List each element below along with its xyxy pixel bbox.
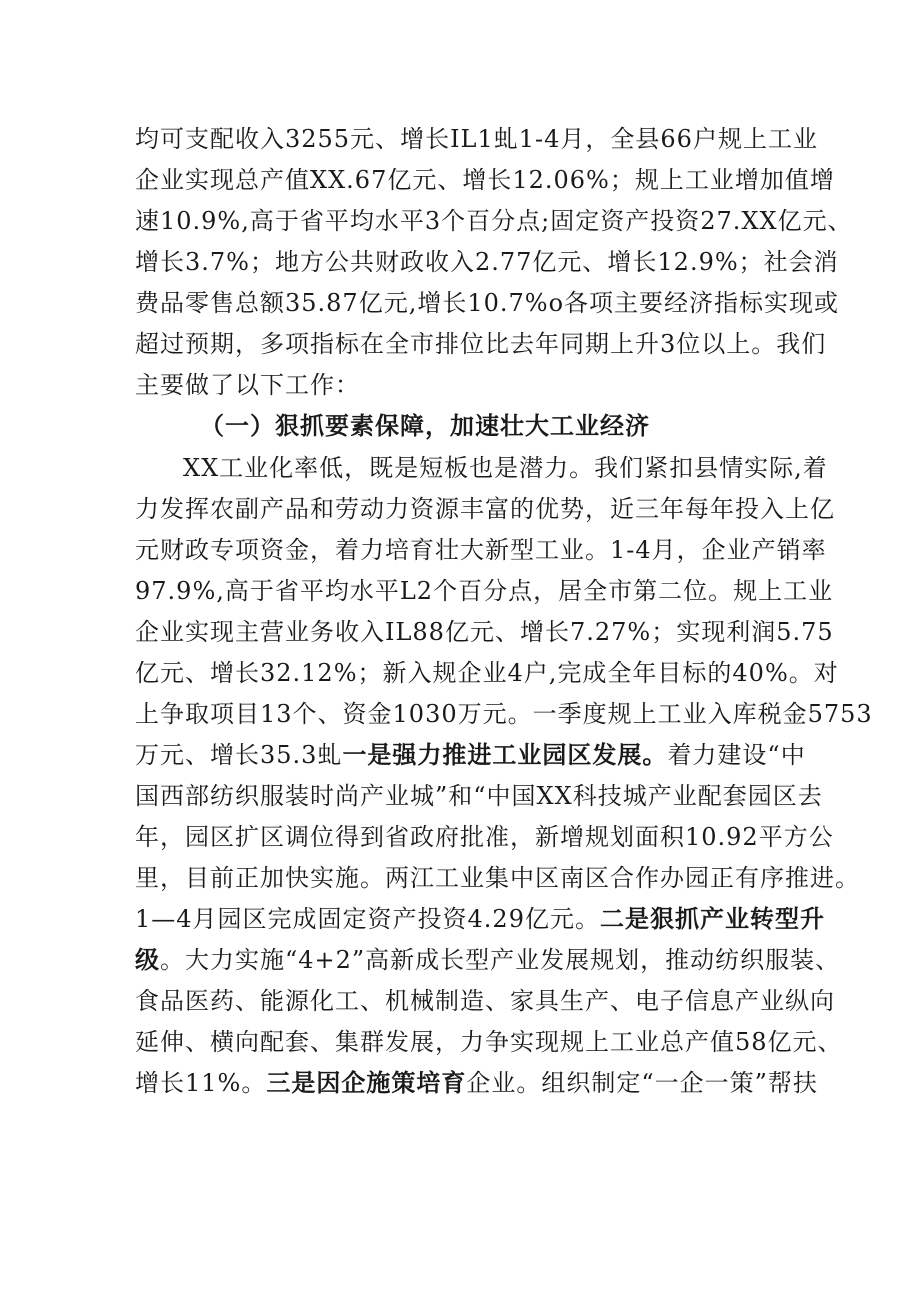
bold-lead-phrase: 级 — [135, 945, 160, 974]
body-text-line — [135, 1066, 818, 1100]
body-text-line — [135, 738, 806, 772]
body-text-line — [135, 902, 825, 936]
body-text-line: 企业实现主营业务收入IL88亿元、增长7.27%；实现利润5.75 — [135, 618, 834, 646]
body-text-line: 主要做了以下工作： — [135, 371, 360, 399]
body-text-line: 97.9%,高于省平均水平L2个百分点，居全市第二位。规上工业 — [135, 577, 834, 605]
body-text-line: 国西部纺织服装时尚产业城”和“中国XX科技城产业配套园区去 — [135, 782, 823, 810]
body-text-line: 均可支配收入3255元、增长IL1虬1-4月，全县66户规上工业 — [135, 125, 818, 153]
body-text-line: XX工业化率低，既是短板也是潜力。我们紧扣县情实际,着 — [183, 454, 828, 482]
body-text-line: 里，目前正加快实施。两江工业集中区南区合作办园正有序推进。 — [135, 864, 860, 892]
bold-lead-phrase: 一是强力推进工业园区发展。 — [342, 740, 668, 769]
body-text-line: 增长3.7%；地方公共财政收入2.77亿元、增长12.9%；社会消 — [135, 248, 839, 276]
body-text-segment: 万元、增长35.3虬 — [135, 741, 343, 769]
section-heading: （一）狠抓要素保障，加速壮大工业经济 — [200, 411, 650, 440]
body-text-line: 力发挥农副产品和劳动力资源丰富的优势，近三年每年投入上亿 — [135, 495, 835, 523]
body-text-segment: 企业。组织制定“一企一策”帮扶 — [466, 1069, 818, 1097]
body-text-line: 费品零售总额35.87亿元,增长10.7%o各项主要经济指标实现或 — [135, 289, 840, 317]
body-text-line: 亿元、增长32.12%；新入规企业4户,完成全年目标的40%。对 — [135, 659, 839, 687]
body-text-line: 元财政专项资金，着力培育壮大新型工业。1-4月，企业产销率 — [135, 536, 827, 564]
body-text-line: 年，园区扩区调位得到省政府批准，新增规划面积10.92平方公 — [135, 823, 834, 851]
body-text-line: 上争取项目13个、资金1030万元。一季度规上工业入库税金5753 — [135, 700, 873, 728]
body-text-line: 企业实现总产值XX.67亿元、增长12.06%；规上工业增加值增 — [135, 166, 835, 194]
body-text-line: 超过预期，多项指标在全市排位比去年同期上升3位以上。我们 — [135, 330, 827, 358]
body-text-line — [135, 943, 841, 977]
body-text-segment: 增长11%。 — [135, 1069, 267, 1097]
body-text-line: 延伸、横向配套、集群发展，力争实现规上工业总产值58亿元、 — [135, 1028, 843, 1056]
body-text-segment: 着力建设“中 — [667, 741, 806, 769]
bold-lead-phrase: 二是狠抓产业转型升 — [599, 904, 825, 933]
bold-lead-phrase: 三是因企施策培育 — [266, 1068, 467, 1097]
body-text-segment: 1—4月园区完成固定资产投资4.29亿元。 — [135, 905, 600, 933]
body-text-line: 食品医药、能源化工、机械制造、家具生产、电子信息产业纵向 — [135, 987, 835, 1015]
body-text-line: 速10.9%,高于省平均水平3个百分点;固定资产投资27.XX亿元、 — [135, 207, 853, 235]
body-text-segment: 。大力实施“4+2”高新成长型产业发展规划，推动纺织服装、 — [160, 946, 841, 974]
